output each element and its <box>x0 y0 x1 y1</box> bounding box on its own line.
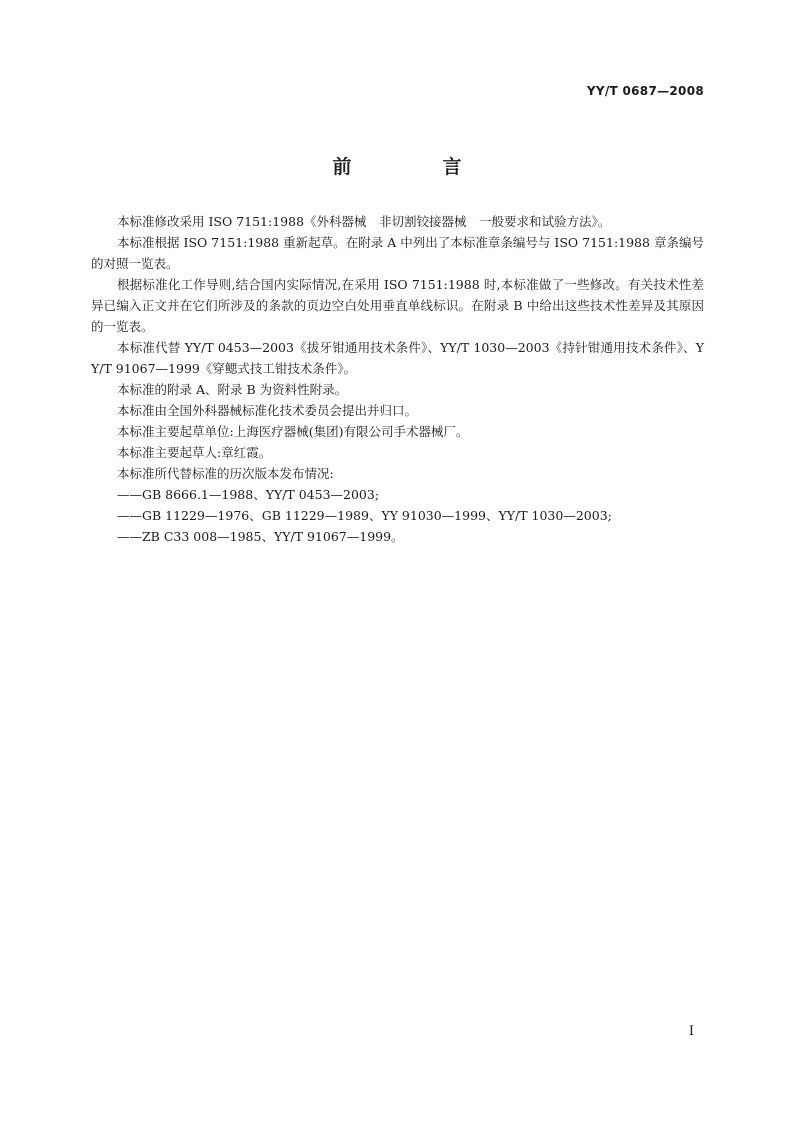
paragraph: 本标准主要起草人:章红霞。 <box>117 445 272 460</box>
paragraph: 本标准根据 ISO 7151:1988 重新起草。在附录 A 中列出了本标准章条编号与 ISO 7151:1988 章条编号的对照一览表。 <box>91 235 704 271</box>
paragraph: 本标准代替 YY/T 0453—2003《拔牙钳通用技术条件》、YY/T 1030—2003《持针钳通用技术条件》、YY/T 91067—1999《穿鳃式技工钳技术条件》。 <box>91 340 704 376</box>
history-list-item: ——GB 11229—1976、GB 11229—1989、YY 91030—1999、YY/T 1030—2003; <box>117 508 612 523</box>
paragraph: 本标准所代替标准的历次版本发布情况: <box>117 466 334 481</box>
standard-code: YY/T 0687—2008 <box>586 84 704 98</box>
paragraph: 本标准的附录 A、附录 B 为资料性附录。 <box>117 382 348 397</box>
page-title: 前 言 <box>332 156 498 178</box>
paragraph: 本标准主要起草单位:上海医疗器械(集团)有限公司手术器械厂。 <box>117 424 469 439</box>
page-number: I <box>688 1024 694 1039</box>
history-list-item: ——ZB C33 008—1985、YY/T 91067—1999。 <box>117 529 404 544</box>
paragraph: 本标准由全国外科器械标准化技术委员会提出并归口。 <box>117 403 418 418</box>
foreword-body <box>91 211 704 547</box>
paragraph: 根据标准化工作导则,结合国内实际情况,在采用 ISO 7151:1988 时,本标准做了一些修改。有关技术性差异已编入正文并在它们所涉及的条款的页边空白处用垂直单线标识。在附录 B 中给出这些技术性差异及其原因的一览表。 <box>91 277 704 334</box>
history-list-item: ——GB 8666.1—1988、YY/T 0453—2003; <box>117 487 380 502</box>
paragraph: 本标准修改采用 ISO 7151:1988《外科器械 非切割铰接器械 一般要求和试验方法》。 <box>117 214 611 229</box>
